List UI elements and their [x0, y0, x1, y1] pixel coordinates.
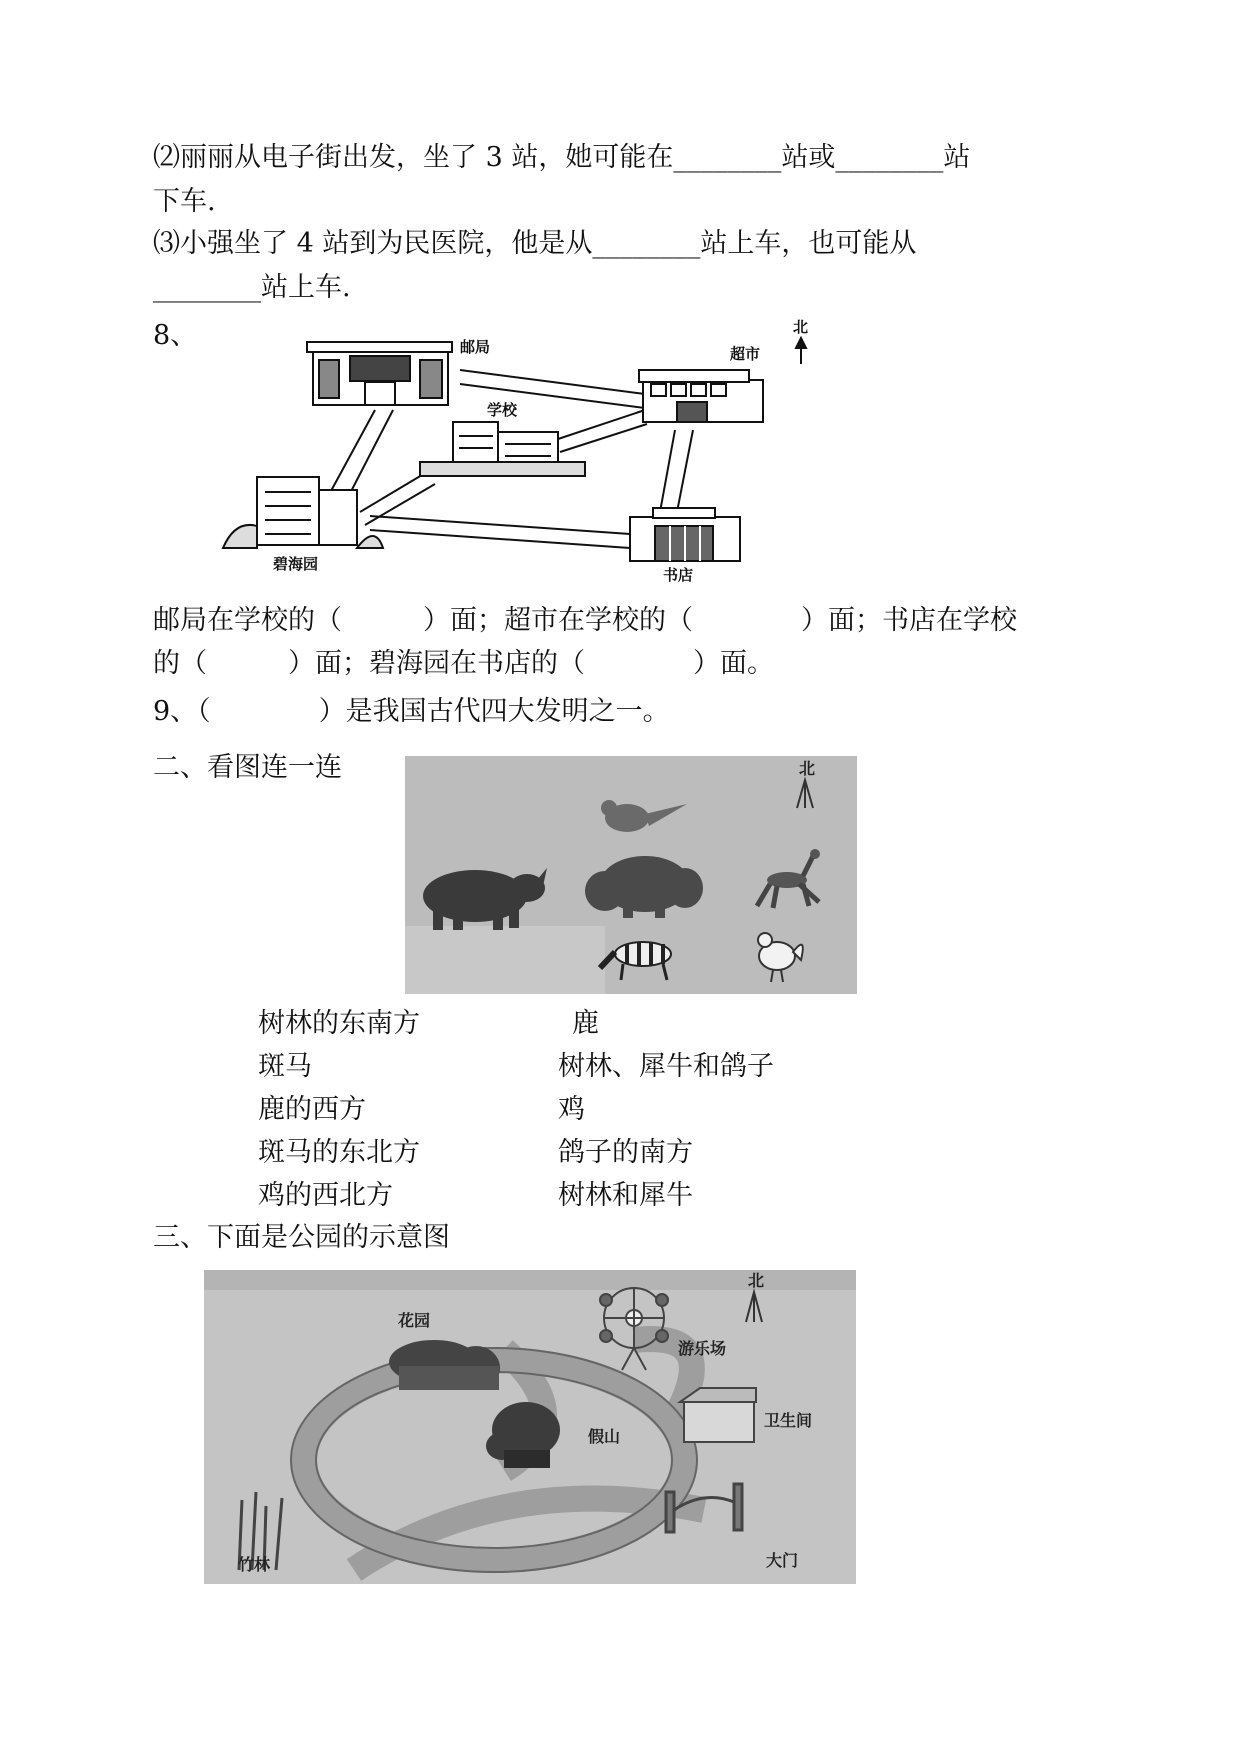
match-left-4: 斑马的东北方	[258, 1137, 420, 1168]
map8-north-label: 北	[793, 318, 809, 336]
garden-icon	[389, 1340, 500, 1390]
section3-north-label: 北	[748, 1271, 765, 1290]
bamboo-label: 竹林	[238, 1555, 271, 1574]
map8-north-arrow-icon	[796, 338, 806, 364]
town-map-figure	[215, 312, 825, 582]
toilet-building-icon	[680, 1388, 756, 1442]
supermarket-label: 超市	[730, 345, 761, 363]
q9-line: 9、（ ）是我国古代四大发明之一。	[153, 696, 670, 727]
match-right-3: 鸡	[558, 1094, 585, 1125]
q7-2-line2: 下车.	[153, 186, 216, 217]
rockery-label: 假山	[588, 1427, 621, 1446]
q8-line1: 邮局在学校的（ ）面；超市在学校的（ ）面；书店在学校	[153, 605, 1017, 636]
gate-label: 大门	[766, 1551, 799, 1570]
q7-3-line1: ⑶小强坐了 4 站到为民医院，他是从________站上车，也可能从	[153, 228, 917, 259]
post-office-label: 邮局	[460, 338, 491, 356]
match-left-2: 斑马	[258, 1051, 312, 1082]
bookstore-label: 书店	[663, 566, 694, 582]
bihaiyuan-building	[223, 477, 383, 548]
match-left-3: 鹿的西方	[258, 1094, 366, 1125]
section3-title: 三、下面是公园的示意图	[153, 1222, 450, 1253]
match-right-4: 鸽子的南方	[558, 1137, 693, 1168]
q7-2-line1: ⑵丽丽从电子街出发，坐了 3 站，她可能在________站或________站	[153, 142, 971, 173]
supermarket-building	[639, 370, 763, 422]
match-left-1: 树林的东南方	[258, 1008, 420, 1039]
match-right-2: 树林、犀牛和鸽子	[558, 1051, 774, 1082]
animal-photo	[405, 756, 857, 994]
section2-north-label: 北	[799, 759, 816, 778]
q8-number: 8、	[153, 320, 198, 351]
park-map-photo	[204, 1270, 856, 1584]
match-right-5: 树林和犀牛	[558, 1180, 693, 1211]
toilet-label: 卫生间	[764, 1411, 813, 1430]
section2-title: 二、看图连一连	[153, 752, 342, 783]
bookstore-building	[630, 508, 740, 561]
post-office-building	[307, 342, 452, 405]
match-left-5: 鸡的西北方	[258, 1180, 393, 1211]
garden-label: 花园	[398, 1311, 431, 1330]
school-building	[420, 422, 585, 476]
q8-line2: 的（ ）面；碧海园在书店的（ ）面。	[153, 648, 774, 679]
q7-3-line2: ________站上车.	[153, 272, 351, 303]
amusement-label: 游乐场	[678, 1339, 727, 1358]
school-label: 学校	[487, 401, 518, 419]
match-right-1: 鹿	[572, 1008, 599, 1039]
bihaiyuan-label: 碧海园	[273, 555, 319, 573]
